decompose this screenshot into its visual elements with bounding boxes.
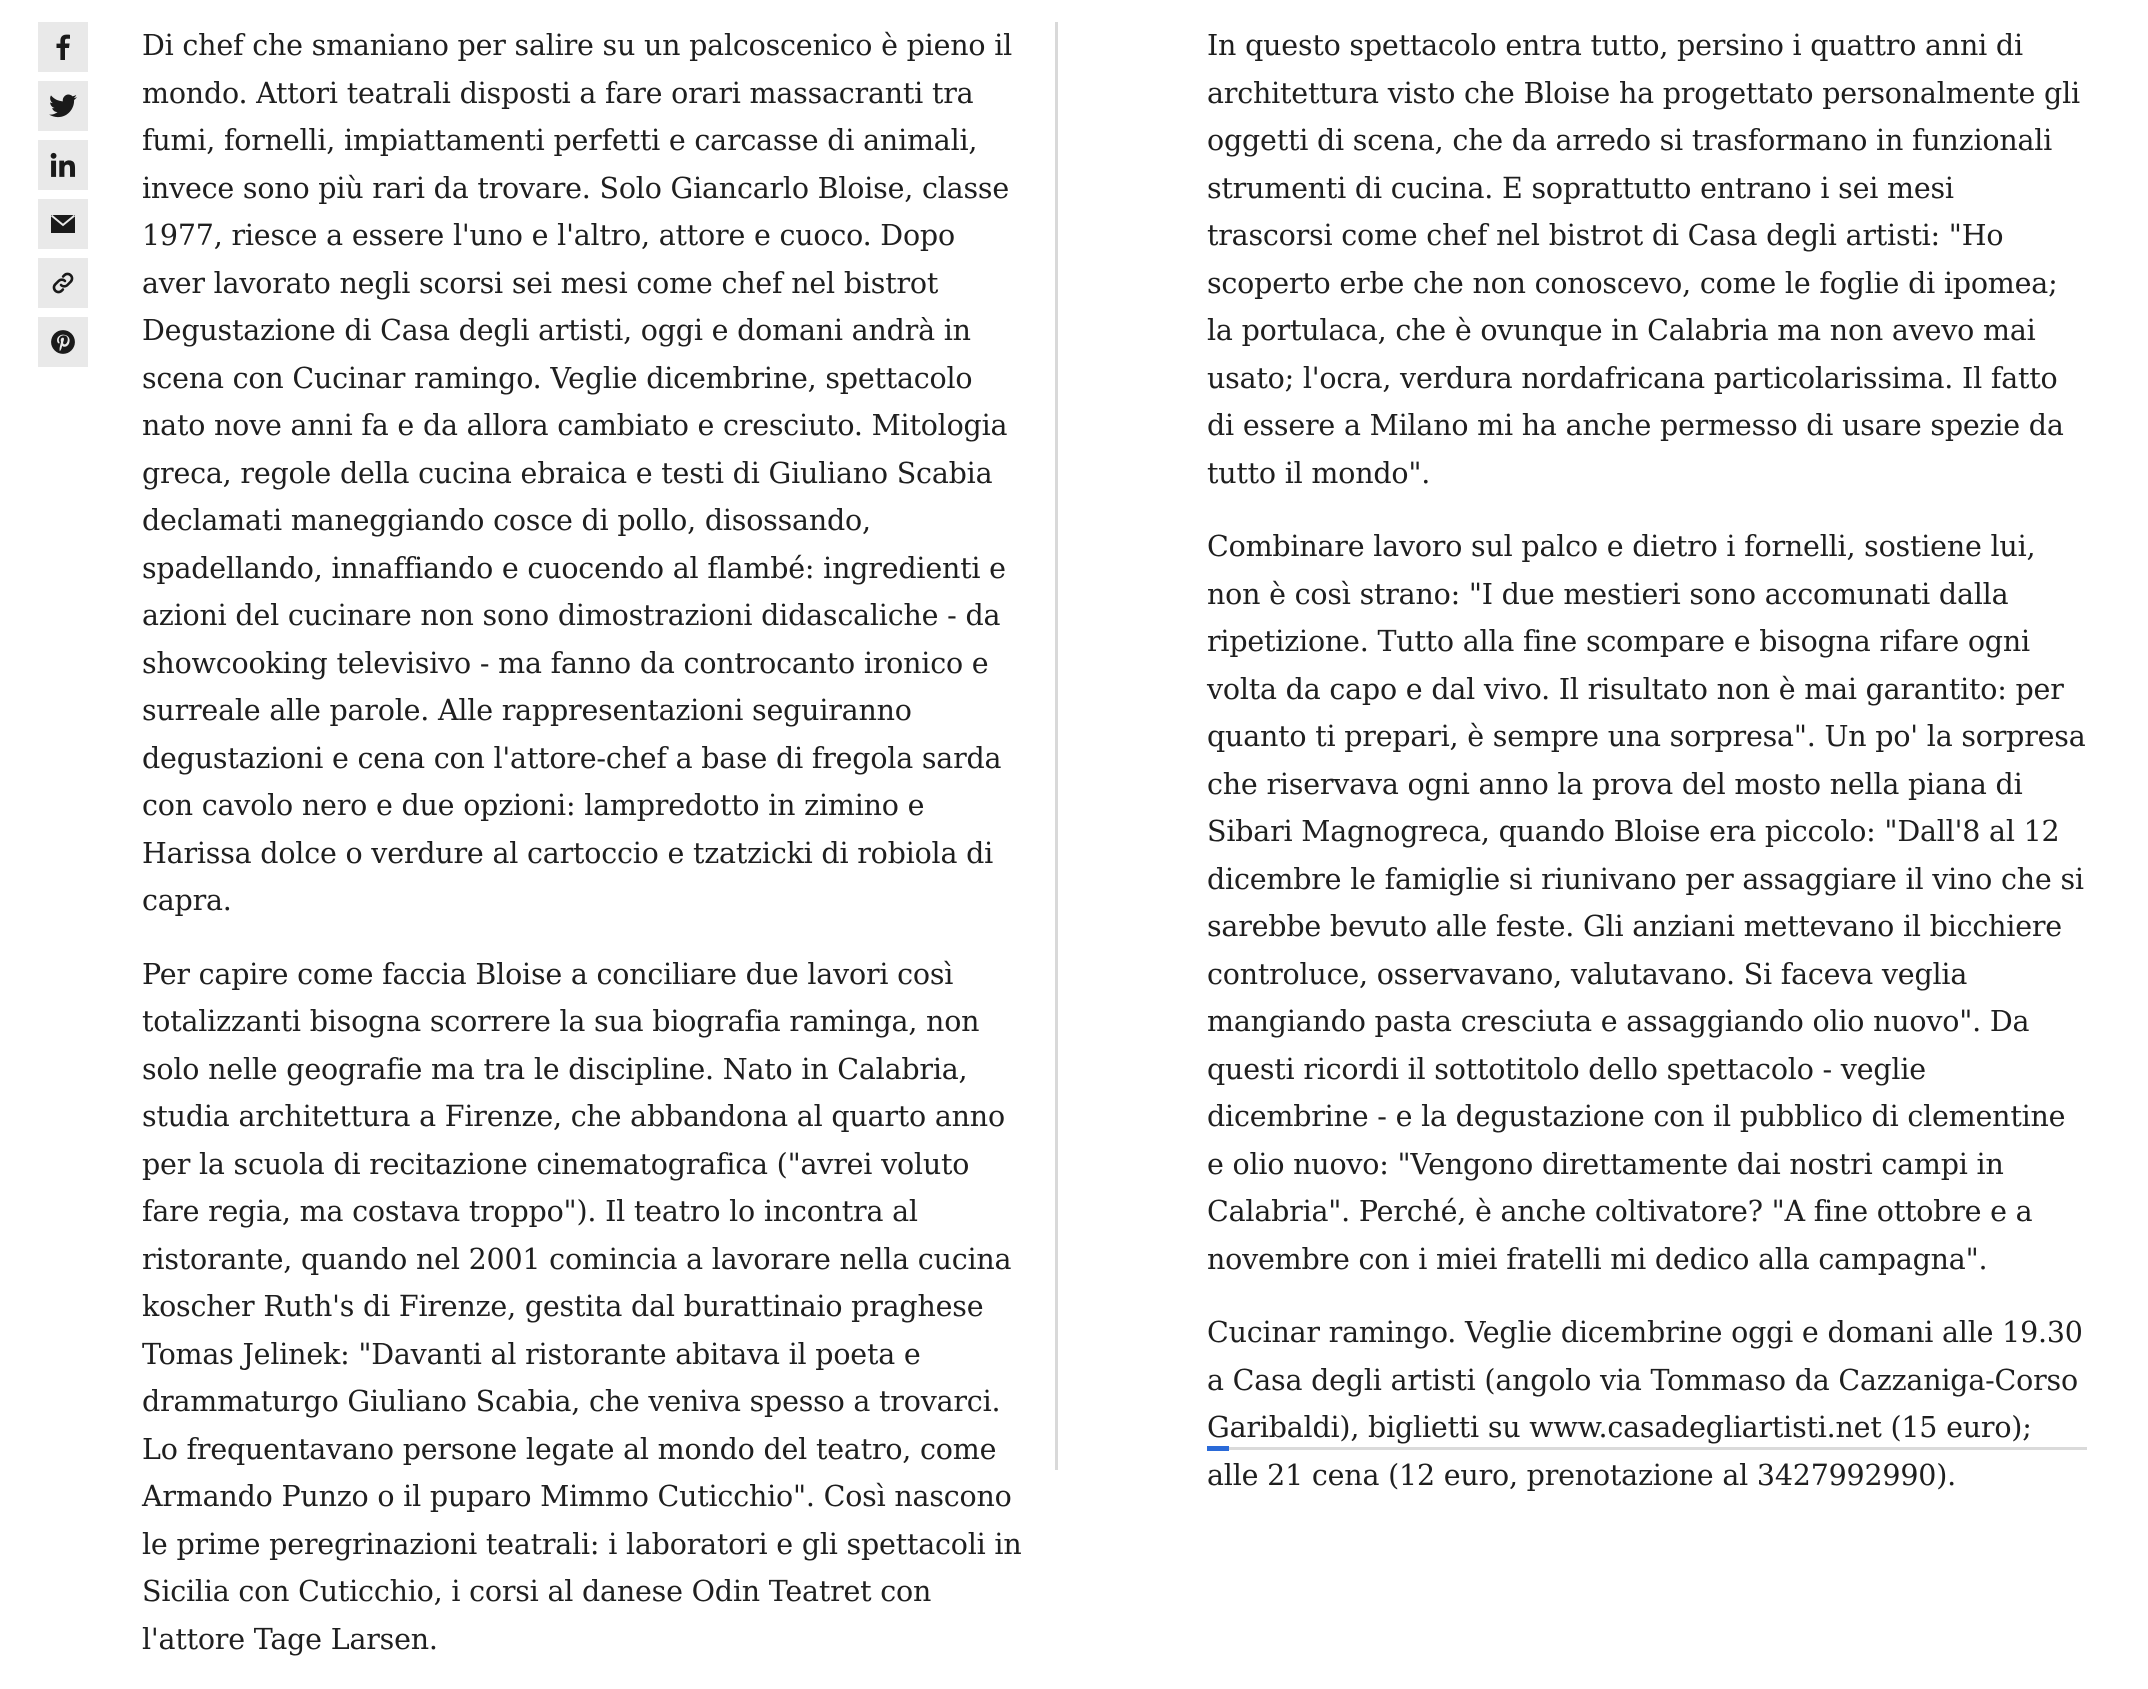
article-end-accent: [1207, 1446, 1229, 1451]
share-facebook-button[interactable]: [38, 22, 88, 72]
share-link-button[interactable]: [38, 258, 88, 308]
share-linkedin-button[interactable]: [38, 140, 88, 190]
share-pinterest-button[interactable]: [38, 317, 88, 367]
link-icon: [51, 271, 75, 295]
share-email-button[interactable]: [38, 199, 88, 249]
article-paragraph: Di chef che smaniano per salire su un palcoscenico è pieno il mondo. Attori teatrali disposti a fare orari massacranti tra fumi, fornelli, impiattamenti perfetti e carcasse di animali, invece sono più rari da trovare. Solo Giancarlo Bloise, classe 1977, riesce a essere l'uno e l'altro, attore e cuoco. Dopo aver lavorato negli scorsi sei mesi come chef nel bistrot Degustazione di Casa degli artisti, oggi e domani andrà in scena con Cucinar ramingo. Veglie dicembrine, spettacolo nato nove anni fa e da allora cambiato e cresciuto. Mitologia greca, regole della cucina ebraica e testi di Giuliano Scabia declamati maneggiando cosce di pollo, disossando, spadellando, innaffiando e cuocendo al flambé: ingredienti e azioni del cucinare non sono dimostrazioni didascaliche - da showcooking televisivo - ma fanno da controcanto ironico e surreale alle parole. Alle rappresentazioni seguiranno degustazioni e cena con l'attore-chef a base di fregola sarda con cavolo nero e due opzioni: lampredotto in zimino e Harissa dolce o verdure al cartoccio e tzatzicki di robiola di capra.: [142, 29, 1013, 917]
share-twitter-button[interactable]: [38, 81, 88, 131]
share-toolbar: [38, 22, 88, 376]
article-event-info: Cucinar ramingo. Veglie dicembrine oggi e domani alle 19.30 a Casa degli artisti (angolo via Tommaso da Cazzaniga-Corso Garibaldi), biglietti su www.casadegliartisti.net (15 euro); alle 21 cena (12 euro, prenotazione al 3427992990).: [1207, 1316, 2083, 1492]
article-end-rule: [1207, 1447, 2087, 1450]
article-column-left: [142, 22, 1022, 1689]
article-paragraph: Combinare lavoro sul palco e dietro i fornelli, sostiene lui, non è così strano: "I due mestieri sono accomunati dalla ripetizione. Tutto alla fine scompare e bisogna rifare ogni volta da capo e dal vivo. Il risultato non è mai garantito: per quanto ti prepari, è sempre una sorpresa". Un po' la sorpresa che riservava ogni anno la prova del mosto nella piana di Sibari Magnogreca, quando Bloise era piccolo: "Dall'8 al 12 dicembre le famiglie si riunivano per assaggiare il vino che si sarebbe bevuto alle feste. Gli anziani mettevano il bicchiere controluce, osservavano, valutavano. Si faceva veglia mangiando pasta cresciuta e assaggiando olio nuovo". Da questi ricordi il sottotitolo dello spettacolo - veglie dicembrine - e la degustazione con il pubblico di clementine e olio nuovo: "Vengono direttamente dai nostri campi in Calabria". Perché, è anche coltivatore? "A fine ottobre e a novembre con i miei fratelli mi dedico alla campagna".: [1207, 530, 2086, 1276]
email-icon: [50, 214, 76, 234]
pinterest-icon: [50, 329, 76, 355]
facebook-icon: [51, 34, 75, 60]
linkedin-icon: [50, 152, 76, 178]
article-column-right: [1207, 22, 2087, 1525]
article-paragraph: Per capire come faccia Bloise a conciliare due lavori così totalizzanti bisogna scorrere la sua biografia raminga, non solo nelle geografie ma tra le discipline. Nato in Calabria, studia architettura a Firenze, che abbandona al quarto anno per la scuola di recitazione cinematografica ("avrei voluto fare regia, ma costava troppo"). Il teatro lo incontra al ristorante, quando nel 2001 comincia a lavorare nella cucina koscher Ruth's di Firenze, gestita dal burattinaio praghese Tomas Jelinek: "Davanti al ristorante abitava il poeta e drammaturgo Giuliano Scabia, che veniva spesso a trovarci. Lo frequentavano persone legate al mondo del teatro, come Armando Punzo o il puparo Mimmo Cuticchio". Così nascono le prime peregrinazioni teatrali: i laboratori e gli spettacoli in Sicilia con Cuticchio, i corsi al danese Odin Teatret con l'attore Tage Larsen.: [142, 957, 1022, 1656]
twitter-icon: [49, 94, 77, 118]
column-divider: [1055, 22, 1058, 1470]
article-paragraph: In questo spettacolo entra tutto, persino i quattro anni di architettura visto che Bloise ha progettato personalmente gli oggetti di scena, che da arredo si trasformano in funzionali strumenti di cucina. E soprattutto entrano i sei mesi trascorsi come chef nel bistrot di Casa degli artisti: "Ho scoperto erbe che non conoscevo, come le foglie di ipomea; la portulaca, che è ovunque in Calabria ma non avevo mai usato; l'ocra, verdura nordafricana particolarissima. Il fatto di essere a Milano mi ha anche permesso di usare spezie da tutto il mondo".: [1207, 29, 2080, 490]
